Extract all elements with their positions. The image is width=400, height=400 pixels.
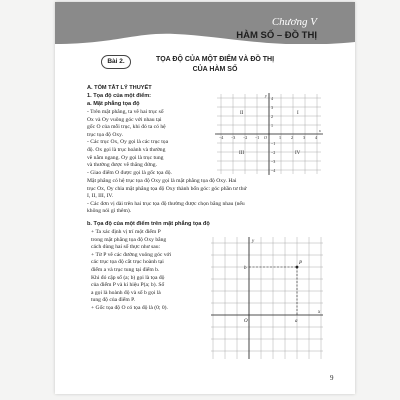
text-line: Ox và Oy vuông góc với nhau tại <box>87 116 162 123</box>
subsection-heading: 1. Tọa độ của một điểm: <box>87 93 152 99</box>
text-line: cách dùng hai số thực như sau: <box>91 244 161 251</box>
x-axis-label: x <box>318 310 321 315</box>
lesson-title <box>135 55 295 75</box>
y-tick: −2 <box>271 150 276 155</box>
lesson-title-line: TỌA ĐỘ CỦA MỘT ĐIỂM VÀ ĐỒ THỊ <box>155 56 275 63</box>
quadrant-label: II <box>240 111 244 116</box>
point-label: P <box>299 261 303 266</box>
quadrant-label: III <box>239 151 244 156</box>
text-line: trong mặt phẳng tọa độ Oxy bằng <box>91 236 167 243</box>
text-line: các trục tọa độ cắt trục hoành tại <box>91 259 164 266</box>
text-line: - Các trục Ox, Oy gọi là các trục tọa <box>87 139 169 146</box>
text-block-a-wide <box>87 178 332 216</box>
text-line: trục Ox, Oy chia mặt phẳng tọa độ Oxy thành bốn góc: góc phần tư thứ <box>87 185 247 192</box>
quadrant-label: IV <box>295 151 301 156</box>
subsection-heading: a. Mặt phẳng tọa độ <box>87 101 140 107</box>
x-tick: 3 <box>303 135 305 140</box>
x-axis-label: x <box>319 128 321 133</box>
point-p <box>296 266 299 269</box>
y-tick: 3 <box>271 105 273 110</box>
lesson-number: Bài 2. <box>101 55 131 69</box>
text-line: điểm a và trục tung tại điểm b. <box>91 266 160 273</box>
text-line: không nói gì thêm). <box>87 208 132 215</box>
text-line: tung độ của điểm P. <box>91 297 135 304</box>
text-line: + Ta xác định vị trí một điểm P <box>91 229 161 235</box>
subsection-heading: b. Tọa độ của một điểm trên mặt phẳng tọa độ <box>87 221 210 227</box>
text-line: và thường được vẽ thẳng đứng. <box>87 162 158 169</box>
point-coordinate-graph <box>209 235 325 361</box>
x-tick: −3 <box>231 135 236 140</box>
book-page <box>55 2 355 394</box>
y-tick: −4 <box>271 168 276 173</box>
text-line: a gọi là hoành độ và số b gọi là <box>91 289 161 296</box>
text-line: I, II, III, IV. <box>87 193 114 200</box>
y-tick: −1 <box>271 141 276 146</box>
quadrant-label: I <box>297 111 299 116</box>
y-tick: 1 <box>271 123 273 128</box>
y-tick: 4 <box>271 96 273 101</box>
a-label: a <box>295 319 298 324</box>
y-tick: −3 <box>271 159 276 164</box>
x-tick: 1 <box>279 135 281 140</box>
b-label: b <box>244 266 247 271</box>
text-line: - Các đơn vị dài trên hai trục tọa độ thường được chọn bằng nhau (nếu <box>87 200 245 207</box>
x-tick: −4 <box>219 135 224 140</box>
coordinate-plane-graph <box>213 92 325 176</box>
x-tick: −1 <box>255 135 260 140</box>
x-tick: −2 <box>243 135 248 140</box>
text-line: độ. Ox gọi là trục hoành và thường <box>87 146 166 153</box>
x-tick: 4 <box>315 135 317 140</box>
y-axis-label: y <box>252 239 255 244</box>
text-line: - Trên mặt phẳng, ta vẽ hai trục số <box>87 109 164 115</box>
origin-label: O <box>264 135 267 140</box>
text-line: Mặt phẳng có hệ trục tọa độ Oxy gọi là mặt phẳng tọa độ Oxy. Hai <box>87 178 237 184</box>
x-tick: 2 <box>291 135 293 140</box>
text-line: + Từ P vẽ các đường vuông góc với <box>91 251 172 258</box>
text-line: + Gốc tọa độ O có tọa độ là (0; 0). <box>91 304 168 311</box>
text-line: trục tọa độ Oxy. <box>87 131 123 138</box>
lesson-title-line: CỦA HÀM SỐ <box>192 66 238 73</box>
section-heading: A. TÓM TẮT LÝ THUYẾT <box>87 85 152 91</box>
text-line: Khi đó cặp số (a; b) gọi là tọa độ <box>91 274 165 281</box>
chapter-title: HÀM SỐ – ĐỒ THỊ <box>236 30 317 41</box>
text-line: vẽ nằm ngang. Oy gọi là trục tung <box>87 154 164 161</box>
text-line: gốc O của mỗi trục, khi đó ta có hệ <box>87 124 166 131</box>
origin-label: O <box>244 319 248 324</box>
page-number: 9 <box>330 374 334 382</box>
chapter-label: Chương V <box>271 16 317 28</box>
y-tick: 2 <box>271 114 273 119</box>
text-line: của điểm P và kí hiệu P(a; b). Số <box>91 282 165 289</box>
text-line: - Giao điểm O được gọi là gốc tọa độ. <box>87 169 172 176</box>
y-axis-label: y <box>265 93 267 98</box>
